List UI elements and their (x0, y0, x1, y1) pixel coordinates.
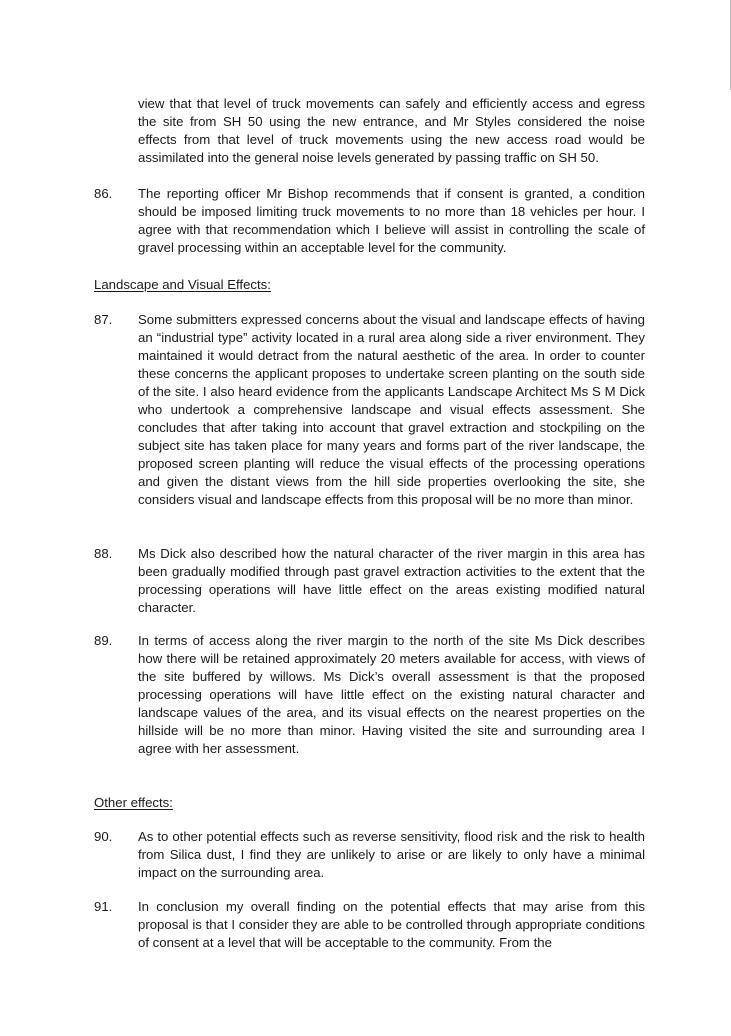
paragraph-number: 91. (94, 899, 113, 914)
paragraph-number: 87. (94, 312, 113, 327)
paragraph-number: 86. (94, 186, 113, 201)
section-heading-landscape: Landscape and Visual Effects: (94, 277, 271, 292)
paragraph-text: In terms of access along the river margin to the north of the site Ms Dick describes how there will be retained approximately 20 meters available for access, with views of the site buffered by willows. Ms Dick’s overall assessment is that the proposed processing operations will have little effect on the existing natural character and landscape values of the area, and its visual effects on the nearest properties on the hillside will be no more than minor. Having visited the site and surrounding area I agree with her assessment. (138, 633, 645, 756)
paragraph-text: As to other potential effects such as reverse sensitivity, flood risk and the risk to health from Silica dust, I find they are unlikely to arise or are likely to only have a minimal impact on the surrounding area. (138, 829, 645, 880)
paragraph-text: view that that level of truck movements can safely and efficiently access and egress the site from SH 50 using the new entrance, and Mr Styles considered the noise effects from that level of truck movements using the new access road would be assimilated into the general noise levels generated by passing traffic on SH 50. (138, 96, 645, 165)
paragraph-number: 89. (94, 633, 113, 648)
paragraph-number: 88. (94, 546, 113, 561)
paragraph-text: In conclusion my overall finding on the potential effects that may arise from this proposal is that I consider they are able to be controlled through appropriate conditions of consent at a level that will be acceptable to the community. From the (138, 899, 645, 950)
paragraph-text: Some submitters expressed concerns about the visual and landscape effects of having an “industrial type” activity located in a rural area along side a river environment. They maintained it would detract from the natural aesthetic of the area. In order to counter these concerns the applicant proposes to undertake screen planting on the south side of the site. I also heard evidence from the applicants Landscape Architect Ms S M Dick who undertook a comprehensive landscape and visual effects assessment. She concludes that after taking into account that gravel extraction and stockpiling on the subject site has taken place for many years and forms part of the river landscape, the proposed screen planting will reduce the visual effects of the processing operations and given the distant views from the hill side properties overlooking the site, she considers visual and landscape effects from this proposal will be no more than minor. (138, 312, 645, 507)
section-heading-other-effects: Other effects: (94, 795, 173, 810)
paragraph-number: 90. (94, 829, 113, 844)
paragraph-text: Ms Dick also described how the natural character of the river margin in this area has been gradually modified through past gravel extraction activities to the extent that the processing operations will have little effect on the areas existing modified natural character. (138, 546, 645, 615)
paragraph-text: The reporting officer Mr Bishop recommends that if consent is granted, a condition should be imposed limiting truck movements to no more than 18 vehicles per hour. I agree with that recommendation which I believe will assist in controlling the scale of gravel processing within an acceptable level for the community. (138, 186, 645, 255)
